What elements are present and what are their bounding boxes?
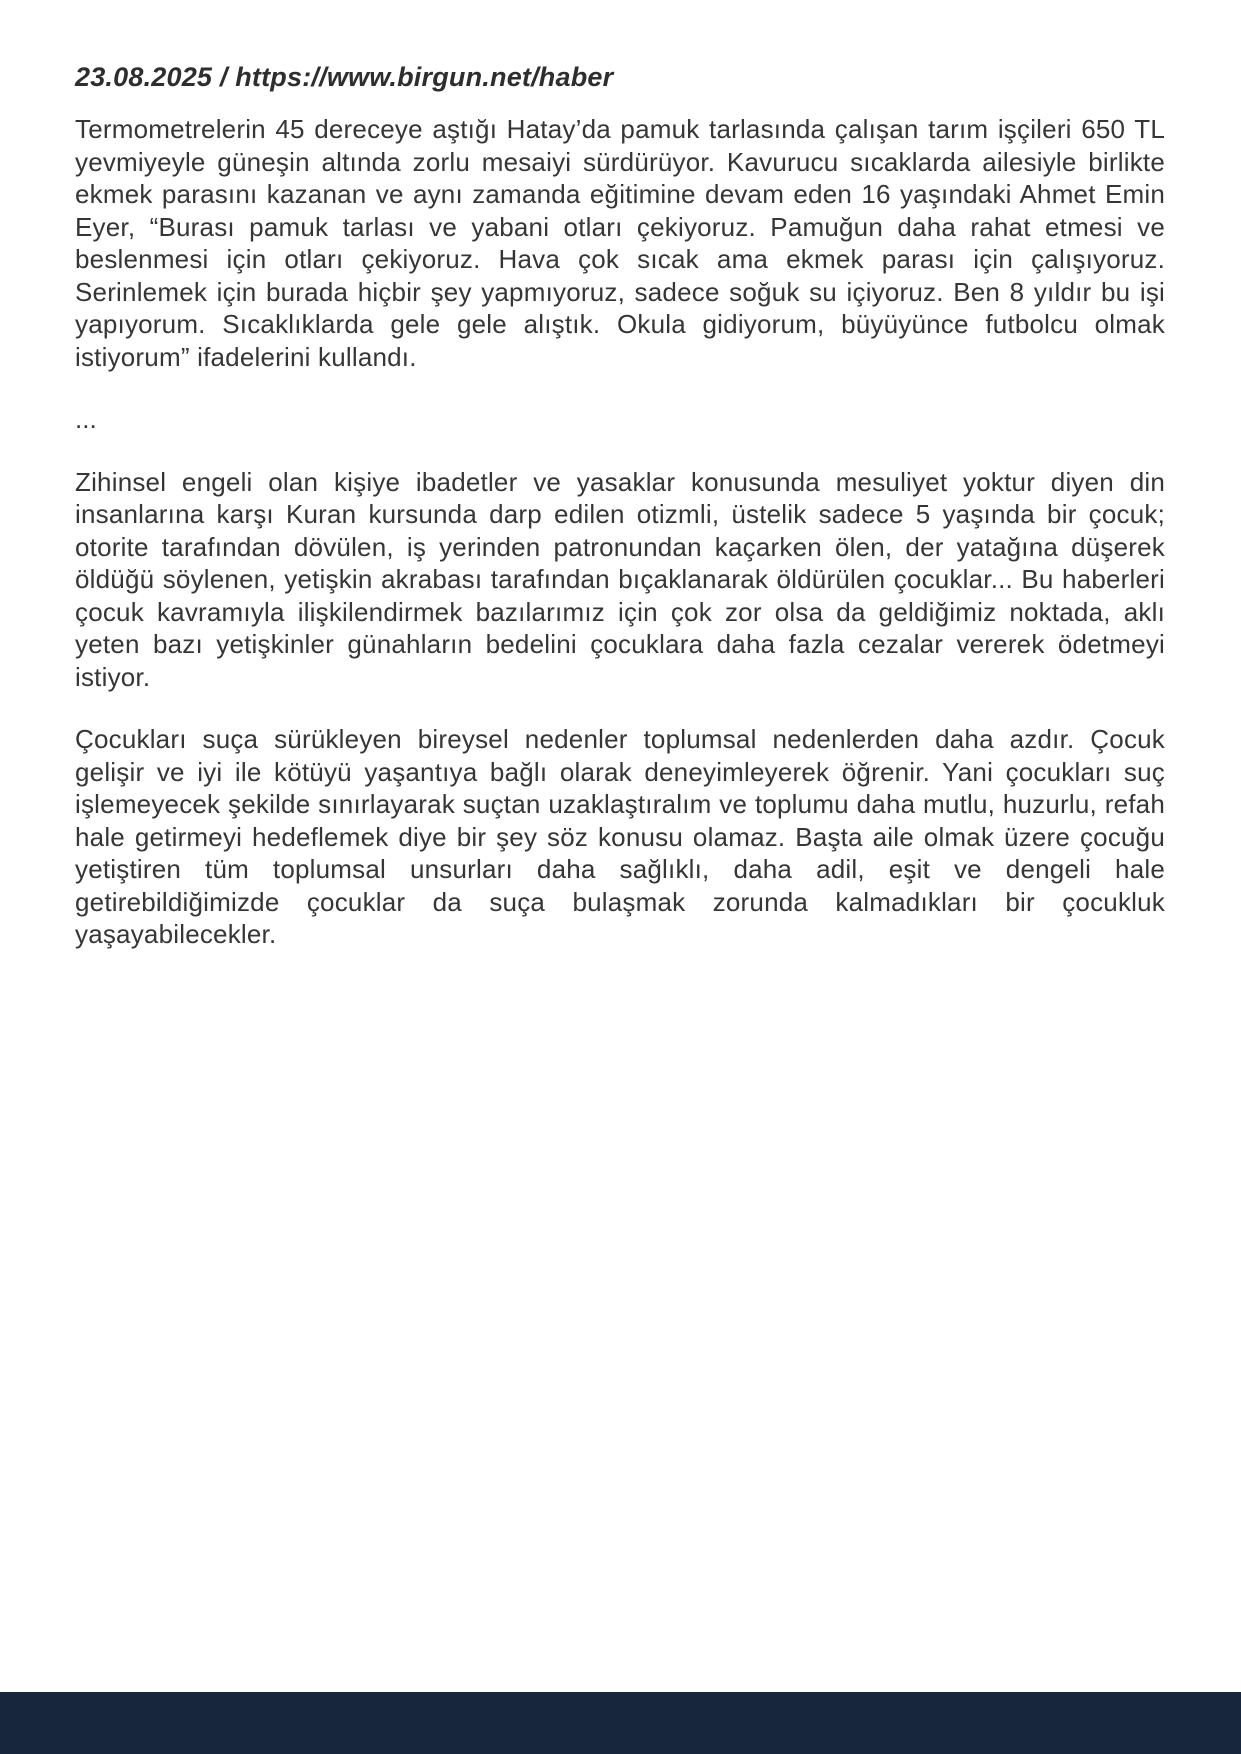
- paragraph-cotton-field-workers: Termometrelerin 45 dereceye aştığı Hatay’da pamuk tarlasında çalışan tarım işçileri 650 TL yevmiyeyle güneşin altında zorlu mesaiyi sürdürüyor. Kavurucu sıcaklarda ailesiyle birlikte ekmek parasını kazanan ve aynı zamanda eğitimine devam eden 16 yaşındaki Ahmet Emin Eyer, “Burası pamuk tarlası ve yabani otları çekiyoruz. Pamuğun daha rahat etmesi ve beslenmesi için otları çekiyoruz. Hava çok sıcak ama ekmek parası için çalışıyoruz. Serinlemek için burada hiçbir şey yapmıyoruz, sadece soğuk su içiyoruz. Ben 8 yıldır bu işi yapıyorum. Sıcaklıklarda gele gele alıştık. Okula gidiyorum, büyüyünce futbolcu olmak istiyorum” ifadelerini kullandı.: [75, 114, 1165, 372]
- paragraph-ellipsis: ...: [75, 404, 97, 434]
- source-date-url-line: 23.08.2025 / https://www.birgun.net/haber: [75, 62, 614, 92]
- paragraph-children-news: Zihinsel engeli olan kişiye ibadetler ve yasaklar konusunda mesuliyet yoktur diyen din insanlarına karşı Kuran kursunda darp edilen otizmli, üstelik sadece 5 yaşında bir çocuk; otorite tarafından dövülen, iş yerinden patronundan kaçarken ölen, der yatağına düşerek öldüğü söylenen, yetişkin akrabası tarafından bıçaklanarak öldürülen çocuklar... Bu haberleri çocuk kavramıyla ilişkilendirmek bazılarımız için çok zor olsa da geldiğimiz noktada, aklı yeten bazı yetişkinler günahların bedelini çocuklara daha fazla cezalar vererek ödetmeyi istiyor.: [75, 466, 1165, 692]
- footer-navy-bar: [0, 1692, 1241, 1754]
- paragraph-social-causes: Çocukları suça sürükleyen bireysel nedenler toplumsal nedenlerden daha azdır. Çocuk gelişir ve iyi ile kötüyü yaşantıya bağlı olarak deneyimleyerek öğrenir. Yani çocukları suç işlemeyecek şekilde sınırlayarak suçtan uzaklaştıralım ve toplumu daha mutlu, huzurlu, refah hale getirmeyi hedeflemek diye bir şey söz konusu olamaz. Başta aile olmak üzere çocuğu yetiştiren tüm toplumsal unsurları daha sağlıklı, daha adil, eşit ve dengeli hale getirebildiğimizde çocuklar da suça bulaşmak zorunda kalmadıkları bir çocukluk yaşayabilecekler.: [75, 724, 1165, 949]
